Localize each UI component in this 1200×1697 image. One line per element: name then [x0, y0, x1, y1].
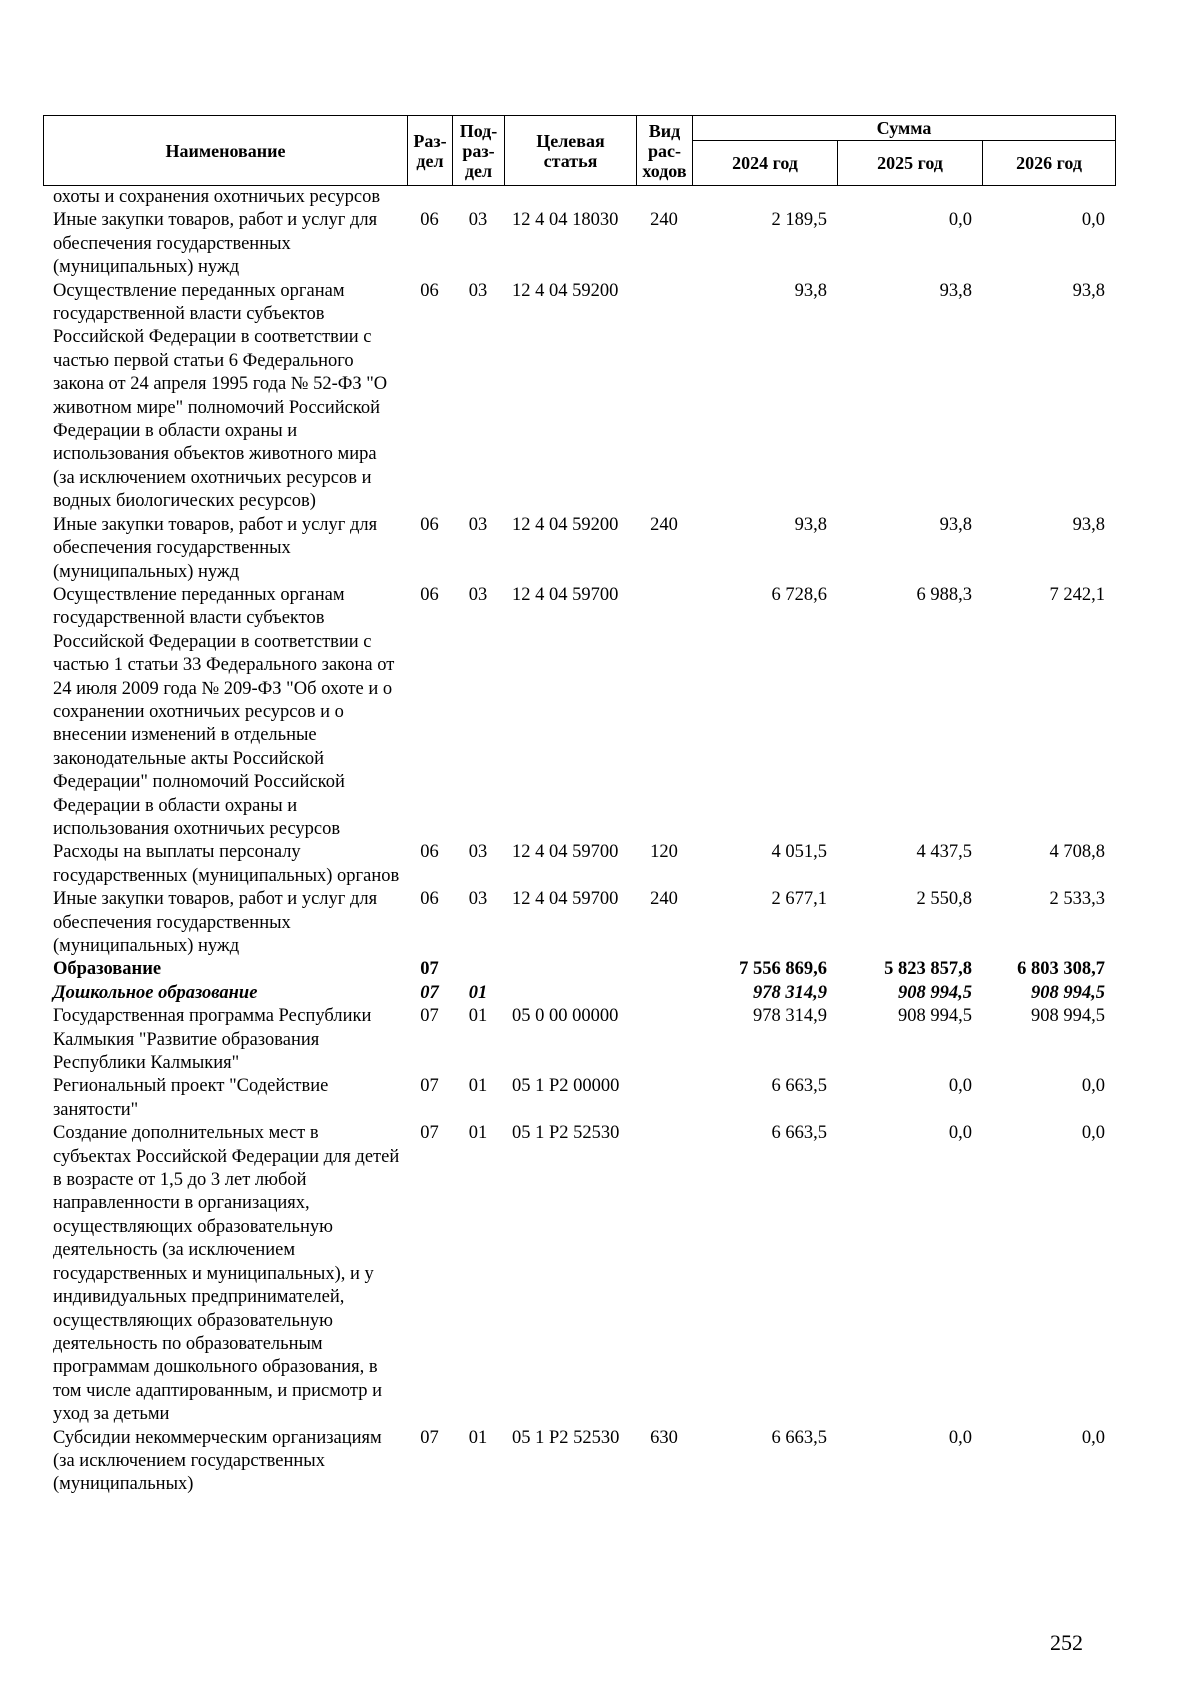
table-cell-2024: 2 189,5	[771, 210, 827, 231]
table-cell-2025: 93,8	[939, 514, 972, 535]
table-cell-2026: 0,0	[1081, 1123, 1105, 1144]
table-cell-expense-type	[636, 1122, 692, 1426]
table-cell-2026: 93,8	[1072, 280, 1105, 301]
table-cell-2024: 7 556 869,6	[739, 959, 827, 980]
table-cell-target: 12 4 04 59700	[512, 842, 619, 863]
table-cell-2024: 6 663,5	[771, 1123, 827, 1144]
table-row	[43, 514, 1115, 584]
table-cell-2024: 978 314,9	[753, 982, 827, 1003]
table-cell-expense-type	[636, 1005, 692, 1075]
table-cell-2025	[837, 186, 982, 209]
table-cell-2026: 4 708,8	[1049, 842, 1105, 863]
table-cell-section: 06	[420, 584, 439, 605]
table-cell-section: 07	[420, 1123, 439, 1144]
table-cell-subsection: 01	[468, 1076, 488, 1097]
table-cell-2026: 7 242,1	[1049, 584, 1105, 605]
table-row	[43, 958, 1115, 981]
table-cell-subsection: 03	[468, 842, 488, 863]
table-row	[43, 841, 1115, 888]
table-cell-name: Расходы на выплаты персоналу государственных (муниципальных) органов	[53, 842, 400, 886]
table-cell-2024: 93,8	[794, 280, 827, 301]
table-cell-2026: 908 994,5	[1031, 982, 1105, 1003]
table-row	[43, 280, 1115, 514]
table-cell-section: 06	[420, 889, 439, 910]
table-cell-2025: 5 823 857,8	[884, 959, 972, 980]
table-cell-2024: 93,8	[794, 514, 827, 535]
table-cell-target	[504, 186, 636, 209]
table-header	[43, 115, 1116, 186]
table-cell-expense-type	[636, 958, 692, 981]
table-cell-2026: 908 994,5	[1031, 1006, 1105, 1027]
table-cell-name: Иные закупки товаров, работ и услуг для обеспечения государственных (муниципальных) нужд	[53, 210, 378, 278]
table-cell-name: Образование	[53, 959, 162, 980]
table-cell-2024: 4 051,5	[771, 842, 827, 863]
table-row	[43, 888, 1115, 958]
table-cell-name: Иные закупки товаров, работ и услуг для обеспечения государственных (муниципальных) нужд	[53, 889, 378, 956]
table-cell-name: Иные закупки товаров, работ и услуг для обеспечения государственных (муниципальных) нужд	[53, 514, 378, 582]
table-cell-subsection: 03	[468, 280, 488, 301]
table-cell-target: 05 1 Р2 00000	[512, 1076, 620, 1097]
table-row	[43, 1075, 1115, 1122]
budget-table	[43, 115, 1115, 1497]
table-cell-section: 07	[420, 982, 439, 1003]
table-cell-name: Региональный проект "Содействие занятости"	[53, 1076, 329, 1120]
header-sum: Сумма	[693, 116, 1116, 141]
table-cell-target: 05 1 Р2 52530	[512, 1123, 620, 1144]
table-row	[43, 982, 1115, 1005]
table-cell-name: Создание дополнительных мест в субъектах Российской Федерации для детей в возрасте от 1,5 до 3 лет любой направленности в организациях, осуществляющих образовательную деятельность (за исключением государственных и муниципальных), и у индивидуальных предпринимателей, осуществляющих образовательную деятельность по образовательным программам дошкольного образования, в том числе адаптированным, и присмотр и уход за детьми	[53, 1123, 400, 1425]
table-cell-name: Государственная программа Республики Калмыкия "Развитие образования Республики Калмыкия"	[53, 1006, 372, 1074]
table-cell-2025: 0,0	[948, 210, 972, 231]
table-cell-expense-type: 240	[650, 514, 678, 535]
table-cell-expense-type	[636, 186, 692, 209]
table-cell-2024	[692, 186, 837, 209]
table-cell-subsection: 03	[468, 514, 488, 535]
table-body	[43, 186, 1115, 1497]
table-cell-subsection	[452, 958, 504, 981]
table-cell-2025: 0,0	[948, 1076, 972, 1097]
table-cell-target: 12 4 04 59700	[512, 584, 619, 605]
table-cell-expense-type	[636, 584, 692, 841]
table-cell-section: 06	[420, 842, 439, 863]
table-cell-target	[504, 958, 636, 981]
table-row	[43, 1427, 1115, 1497]
table-row	[43, 584, 1115, 841]
table-cell-subsection: 01	[468, 1427, 488, 1448]
table-cell-subsection: 03	[468, 584, 488, 605]
table-cell-2025: 2 550,8	[916, 889, 972, 910]
table-cell-2026: 6 803 308,7	[1017, 959, 1105, 980]
table-cell-section: 06	[420, 280, 439, 301]
table-cell-section: 07	[420, 1427, 439, 1448]
table-cell-2025: 6 988,3	[916, 584, 972, 605]
table-cell-target: 12 4 04 59200	[512, 280, 619, 301]
table-cell-2026: 2 533,3	[1049, 889, 1105, 910]
page-number: 252	[1050, 1630, 1083, 1655]
table-cell-2026: 0,0	[1081, 1427, 1105, 1448]
table-cell-2026: 0,0	[1081, 210, 1105, 231]
table-cell-subsection: 01	[468, 982, 488, 1003]
table-cell-2024: 6 728,6	[771, 584, 827, 605]
table-cell-subsection: 01	[468, 1123, 488, 1144]
table-cell-2025: 0,0	[948, 1123, 972, 1144]
header-2026: 2026 год	[983, 141, 1116, 186]
header-target: Целевая статья	[505, 116, 637, 186]
table-cell-2026: 93,8	[1072, 514, 1105, 535]
table-cell-expense-type	[636, 1075, 692, 1122]
table-cell-2026	[982, 186, 1115, 209]
table-row	[43, 186, 1115, 209]
table-cell-2026: 0,0	[1081, 1076, 1105, 1097]
table-cell-expense-type: 120	[650, 842, 678, 863]
table-row	[43, 209, 1115, 279]
header-expense-type: Вид рас- ходов	[637, 116, 693, 186]
table-cell-target: 12 4 04 18030	[512, 210, 619, 231]
table-cell-name: Дошкольное образование	[53, 982, 258, 1003]
table-cell-expense-type: 630	[650, 1427, 678, 1448]
table-cell-2025: 908 994,5	[898, 982, 972, 1003]
table-cell-2024: 6 663,5	[771, 1076, 827, 1097]
table-row	[43, 1122, 1115, 1426]
header-2025: 2025 год	[838, 141, 983, 186]
table-row	[43, 1005, 1115, 1075]
table-cell-2024: 978 314,9	[753, 1006, 827, 1027]
header-subsection: Под- раз- дел	[453, 116, 505, 186]
table-cell-target: 12 4 04 59200	[512, 514, 619, 535]
table-cell-section: 06	[420, 210, 439, 231]
table-cell-name: Субсидии некоммерческим организациям (за исключением государственных (муниципальных)	[53, 1427, 382, 1495]
header-name: Наименование	[44, 116, 408, 186]
table-cell-2025: 4 437,5	[916, 842, 972, 863]
table-cell-expense-type: 240	[650, 210, 678, 231]
table-cell-subsection	[452, 186, 504, 209]
table-cell-2024: 2 677,1	[771, 889, 827, 910]
table-cell-section: 06	[420, 514, 439, 535]
table-cell-target: 12 4 04 59700	[512, 889, 619, 910]
table-cell-section: 07	[420, 959, 439, 980]
table-cell-subsection: 01	[468, 1006, 488, 1027]
table-cell-2025: 0,0	[948, 1427, 972, 1448]
header-section: Раз- дел	[408, 116, 453, 186]
table-cell-section: 07	[420, 1006, 439, 1027]
table-cell-name: Осуществление переданных органам государственной власти субъектов Российской Федерации в соответствии с частью первой статьи 6 Федерального закона от 24 апреля 1995 года № 52-ФЗ "О животном мире" полномочий Российской Федерации в области охраны и использования объектов животного мира (за исключением охотничьих ресурсов и водных биологических ресурсов)	[53, 280, 388, 512]
table-cell-expense-type: 240	[650, 889, 678, 910]
table-cell-target: 05 0 00 00000	[512, 1006, 619, 1027]
header-2024: 2024 год	[693, 141, 838, 186]
table-cell-subsection: 03	[468, 210, 488, 231]
table-cell-section	[407, 186, 452, 209]
table-cell-name: охоты и сохранения охотничьих ресурсов	[53, 187, 381, 207]
table-cell-2025: 908 994,5	[898, 1006, 972, 1027]
table-cell-expense-type	[636, 280, 692, 514]
table-cell-section: 07	[420, 1076, 439, 1097]
table-cell-subsection: 03	[468, 889, 488, 910]
table-cell-target	[504, 982, 636, 1005]
table-cell-expense-type	[636, 982, 692, 1005]
table-cell-name: Осуществление переданных органам государственной власти субъектов Российской Федерации в соответствии с частью 1 статьи 33 Федерального закона от 24 июля 2009 года № 209-ФЗ "Об охоте и о сохранении охотничьих ресурсов и о внесении изменений в отдельные законодательные акты Российской Федерации" полномочий Российской Федерации в области охраны и использования охотничьих ресурсов	[53, 584, 395, 839]
table-cell-2024: 6 663,5	[771, 1427, 827, 1448]
table-cell-2025: 93,8	[939, 280, 972, 301]
table-cell-target: 05 1 Р2 52530	[512, 1427, 620, 1448]
